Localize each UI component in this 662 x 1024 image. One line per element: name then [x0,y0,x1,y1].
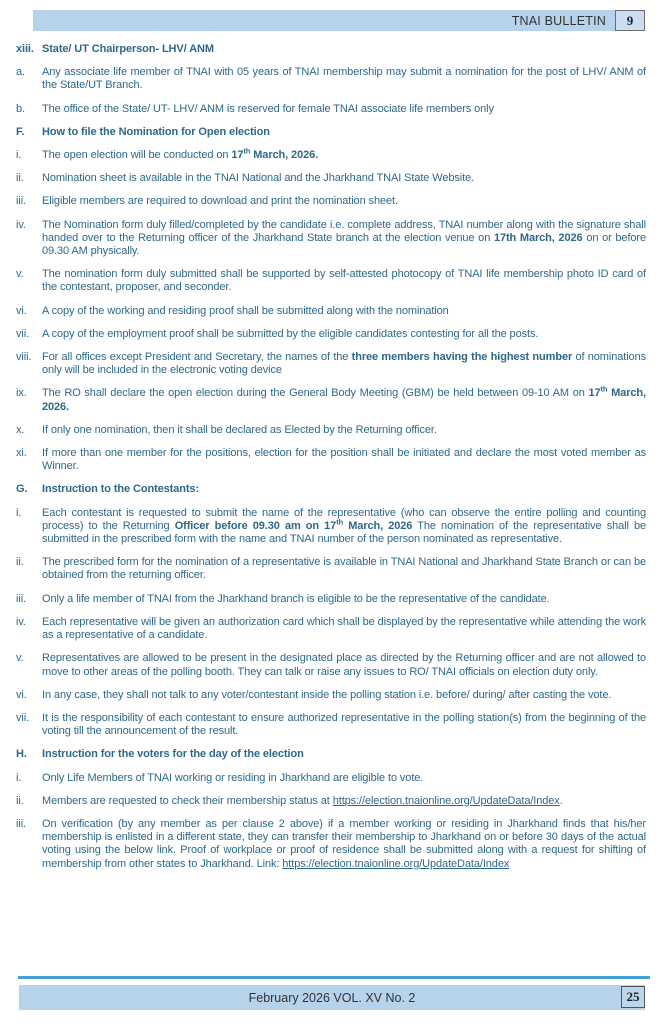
item-text [42,351,646,377]
text-segment: A copy of the working and residing proof shall be submitted along with the nomination [42,304,449,317]
item-text [42,43,646,56]
item-text [42,712,646,738]
text-segment: The RO shall declare the open election during the General Body Meeting (GBM) be held between 09-10 AM on [42,387,589,400]
list-item-15 [16,447,646,473]
item-text [42,507,646,547]
text-segment: Each representative will be given an authorization card which shall be displayed by the representative while attending the work as a representative of a candidate. [42,615,646,642]
text-segment: Only Life Members of TNAI working or residing in Jharkhand are eligible to vote. [42,771,424,784]
text-segment: th [336,517,344,527]
text-segment: The prescribed form for the nomination of a representative is available in TNAI National and Jharkhand State Branch or can be obtained from the returning officer. [42,556,646,582]
item-marker: ii. [16,794,24,807]
item-marker: x. [16,423,25,436]
external-link[interactable]: https://election.tnaionline.org/UpdateData/Index [332,794,560,807]
header-page-number: 9 [615,10,645,31]
bulletin-title: TNAI BULLETIN [511,13,606,28]
list-item-13 [16,384,647,413]
text-segment: Each contestant is requested to submit the name of the representative (who can observe the entire polling and counting process) to the Returning [42,506,646,532]
item-marker: iv. [16,218,26,231]
list-item-4 [16,126,646,139]
text-segment: March, 2026 [343,519,413,532]
item-marker: vii. [16,711,30,724]
list-item-27 [16,818,646,871]
text-segment: three members having the highest number [351,351,573,364]
item-text [42,195,646,208]
text-segment: . [559,794,563,807]
text-segment: Any associate life member of TNAI with 05 years of TNAI membership may submit a nomination for the post of LHV/ ANM of the State/UT Branch. [42,66,646,92]
item-text [42,126,646,139]
item-marker: ix. [16,387,27,400]
item-marker: G. [16,483,28,496]
text-segment: th [243,146,251,156]
item-marker: H. [16,748,27,761]
item-text [42,593,646,606]
list-item-23 [16,712,646,738]
footer-rule [18,976,650,979]
item-text [42,384,647,413]
list-item-26 [16,795,646,808]
item-marker: a. [16,66,25,79]
text-segment: The open election will be conducted on [42,149,232,162]
item-marker: ii. [16,172,24,185]
list-item-6 [16,172,646,185]
item-marker: vi. [16,304,27,317]
item-marker: i. [16,506,22,519]
item-marker: viii. [16,351,32,364]
text-segment: on or before 09.30 AM physically. [42,231,646,258]
item-marker: iii. [16,817,26,830]
text-segment: In any case, they shall not talk to any voter/contestant inside the polling station i.e. before/ during/ after casting the vote. [42,688,612,701]
footer [0,976,662,1010]
item-marker: iv. [16,615,26,628]
item-marker: iii. [16,592,26,605]
footer-issue-label: February 2026 VOL. XV No. 2 [248,990,416,1005]
item-marker: v. [16,652,24,665]
item-text [42,748,646,761]
text-segment: th [600,384,608,394]
list-item-5 [16,146,646,162]
list-item-7 [16,195,646,208]
item-marker: v. [16,268,24,281]
text-segment: Representatives are allowed to be present in the designated place as directed by the Returning officer and are not allowed to move to other areas of the polling booth. They can talk or raise any issues to RO/ TNAI officials on election duty only. [42,652,646,678]
item-text [42,219,646,259]
item-marker: vii. [16,327,30,340]
footer-page-number: 25 [621,986,645,1008]
text-segment: It is the responsibility of each contestant to ensure authorized representative in the polling station(s) from the beginning of the voting till the announcement of the result. [42,711,646,738]
item-text [42,689,646,702]
text-segment: The office of the State/ UT- LHV/ ANM is reserved for female TNAI associate life members only [42,102,494,115]
item-text [42,268,646,294]
list-item-25 [16,772,646,785]
list-item-21 [16,652,646,678]
item-marker: i. [16,149,22,162]
item-text [42,818,646,871]
list-item-3 [16,103,646,116]
text-segment: 17 [231,149,244,162]
text-segment: 17 [588,387,601,400]
text-segment: 17th March, 2026 [493,231,583,244]
item-text [42,66,646,92]
list-item-20 [16,616,646,642]
item-marker: xi. [16,447,27,460]
list-item-8 [16,219,646,259]
text-segment: March, 2026. [42,387,647,413]
text-segment: Members are requested to check their membership status at [42,794,333,807]
header-band [33,10,645,31]
list-item-1 [16,43,646,56]
list-item-9 [16,268,646,294]
text-segment: Nomination sheet is available in the TNAI National and the Jharkhand TNAI State Website. [42,172,475,185]
item-text [42,328,646,341]
item-text [42,305,646,318]
item-text [42,424,646,437]
text-segment: Instruction to the Contestants: [42,483,200,496]
item-marker: ii. [16,556,24,569]
text-segment: March, 2026. [250,149,319,162]
text-segment: Officer before 09.30 am on 17 [174,519,337,532]
text-segment: of nominations only will be included in the electronic voting device [42,351,646,377]
footer-band [19,985,645,1010]
text-segment: The nomination of the representative shall be submitted in the prescribed form with the name and TNAI number of the person nominated as representative. [42,519,646,546]
item-text [42,652,646,678]
item-marker: xiii. [16,43,34,55]
item-text [42,103,646,116]
item-text [42,772,646,785]
item-text [42,556,646,582]
item-text [42,795,646,808]
list-item-14 [16,424,646,437]
item-text [42,616,646,642]
item-marker: iii. [16,195,26,208]
list-item-19 [16,593,646,606]
text-segment: How to file the Nomination for Open election [42,125,270,138]
list-item-11 [16,328,646,341]
list-item-10 [16,305,646,318]
item-text [42,483,646,496]
item-text [42,447,646,473]
text-segment: Only a life member of TNAI from the Jharkhand branch is eligible to be the representative of the candidate. [42,592,550,605]
text-segment: If more than one member for the positions, election for the position shall be initiated and declare the most voted member as Winner. [42,447,646,473]
item-marker: b. [16,102,25,115]
text-segment: A copy of the employment proof shall be submitted by the eligible candidates contesting for all the posts. [42,327,539,340]
text-segment: The Nomination form duly filled/completed by the candidate i.e. complete address, TNAI number along with the signature shall handed over to the Returning officer of the Jharkhand State branch at the election venue on [42,218,646,244]
item-marker: vi. [16,688,27,701]
text-segment: For all offices except President and Secretary, the names of the [42,351,352,364]
text-segment: State/ UT Chairperson- LHV/ ANM [42,43,214,55]
list-item-18 [16,556,646,582]
list-item-17 [16,507,646,547]
list-item-12 [16,351,646,377]
external-link[interactable]: https://election.tnaionline.org/UpdateData/Index [282,857,510,870]
item-text [42,172,646,185]
text-segment: If only one nomination, then it shall be declared as Elected by the Returning officer. [42,423,437,436]
text-segment: Instruction for the voters for the day of the election [42,748,304,761]
item-text [42,146,646,162]
text-segment: On verification (by any member as per clause 2 above) if a member working or residing in Jharkhand finds that his/her membership is enlisted in a different state, they can transfer their membership to Jharkhand on or before 30 days of the actual voting using the below link. Proof of workplace or proof of residence shall be submitted along with a request for shifting of membership from other states to Jharkhand. Link: [42,817,646,870]
content-list [16,43,646,881]
list-item-24 [16,748,646,761]
item-marker: F. [16,125,25,138]
item-marker: i. [16,771,22,784]
text-segment: The nomination form duly submitted shall be supported by self-attested photocopy of TNAI life membership photo ID card of the contestant, proposer, and seconder. [42,268,646,294]
list-item-16 [16,483,646,496]
text-segment: Eligible members are required to download and print the nomination sheet. [42,195,398,208]
list-item-22 [16,689,646,702]
list-item-2 [16,66,646,92]
